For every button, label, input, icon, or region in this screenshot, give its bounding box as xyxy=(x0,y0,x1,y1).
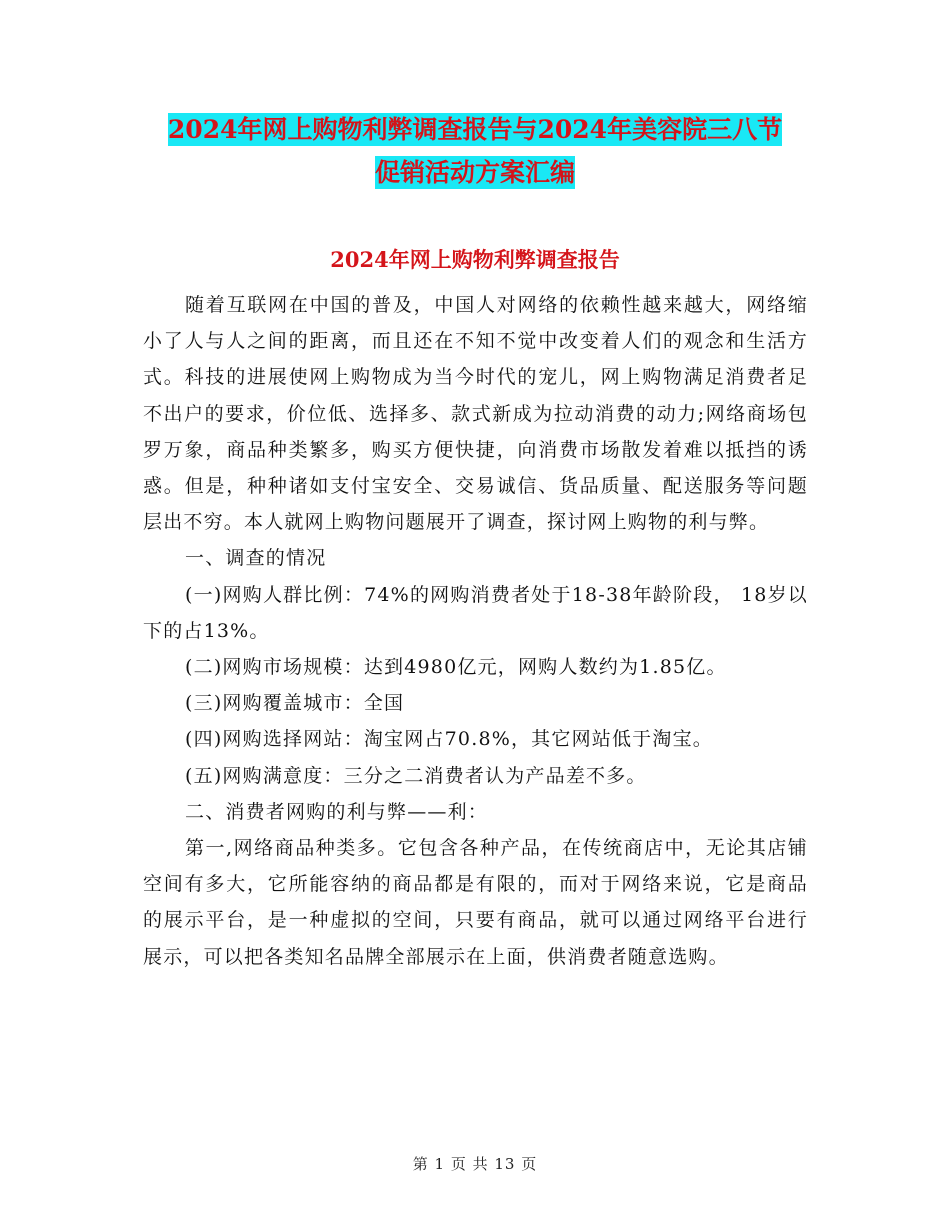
document-body xyxy=(143,287,808,975)
intro-paragraph: 随着互联网在中国的普及，中国人对网络的依赖性越来越大，网络缩小了人与人之间的距离，而且还在不知不觉中改变着人们的观念和生活方式。科技的进展使网上购物成为当今时代的宠儿，网上购物满足消费者足不出户的要求，价位低、选择多、款式新成为拉动消费的动力;网络商场包罗万象，商品种类繁多，购买方便快捷，向消费市场散发着难以抵挡的诱惑。但是，种种诸如支付宝安全、交易诚信、货品质量、配送服务等问题层出不穷。本人就网上购物问题展开了调查，探讨网上购物的利与弊。 xyxy=(143,294,808,534)
section-title: 2024年网上购物利弊调查报告 xyxy=(330,247,620,272)
survey-item-5: (五)网购满意度：三分之二消费者认为产品差不多。 xyxy=(185,764,647,787)
survey-item-1: (一)网购人群比例：74%的网购消费者处于18-38年龄阶段， 18岁以下的占13%。 xyxy=(143,583,808,642)
survey-item-2: (二)网购市场规模：达到4980亿元，网购人数约为1.85亿。 xyxy=(185,656,727,679)
title-highlight: 2024年网上购物利弊调查报告与2024年美容院三八节 xyxy=(167,115,783,144)
title-highlight: 促销活动方案汇编 xyxy=(374,158,575,187)
heading-pros-cons: 二、消费者网购的利与弊——利： xyxy=(185,800,489,823)
survey-item-3: (三)网购覆盖城市：全国 xyxy=(185,692,405,715)
survey-item-4: (四)网购选择网站：淘宝网占70.8%，其它网站低于淘宝。 xyxy=(185,728,713,751)
document-title-line-2 xyxy=(0,157,950,189)
pros-paragraph-1: 第一,网络商品种类多。它包含各种产品，在传统商店中，无论其店铺空间有多大，它所能容纳的商品都是有限的，而对于网络来说，它是商品的展示平台，是一种虚拟的空间，只要有商品，就可以通过网络平台进行展示，可以把各类知名品牌全部展示在上面，供消费者随意选购。 xyxy=(143,837,808,968)
page-footer: 第 1 页 共 13 页 xyxy=(412,1155,538,1173)
document-title-line-1 xyxy=(0,114,950,146)
heading-survey: 一、调查的情况 xyxy=(185,547,327,570)
